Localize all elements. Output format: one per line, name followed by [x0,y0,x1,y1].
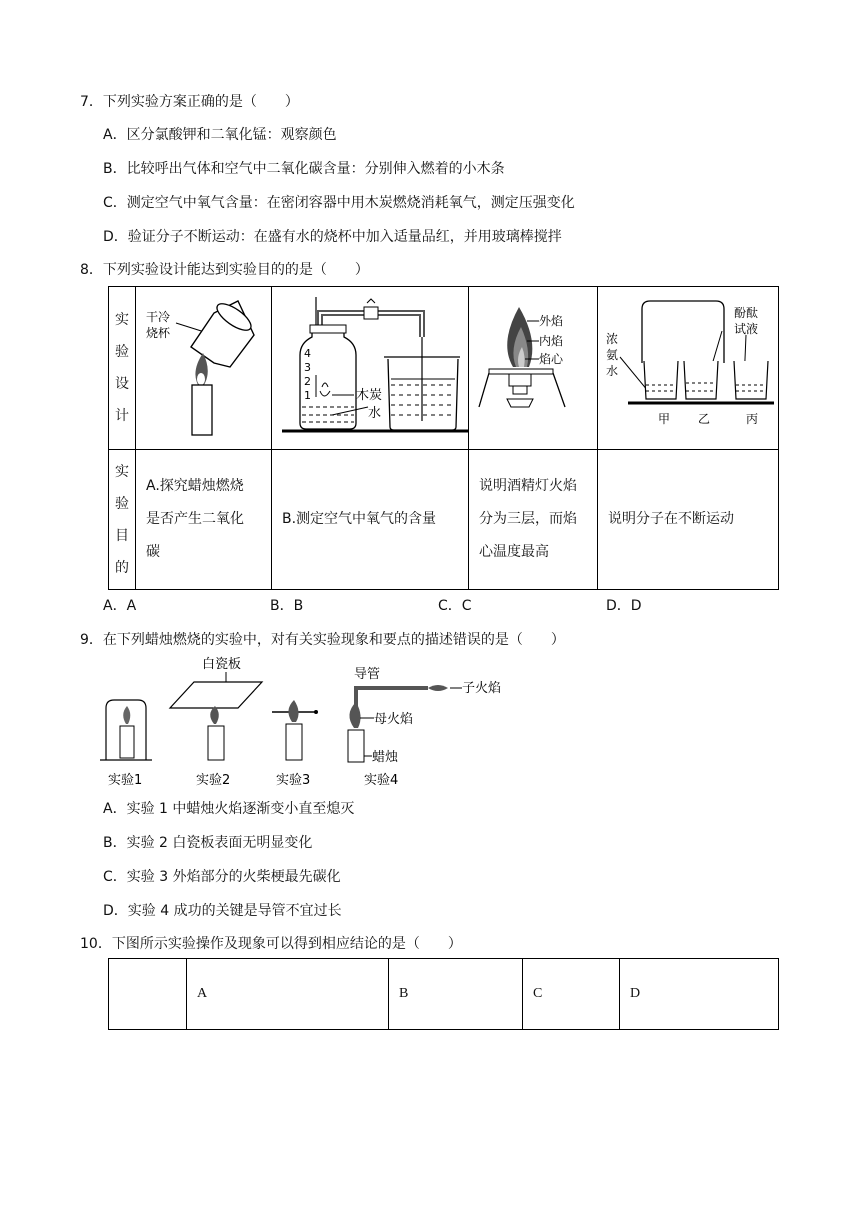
purpose-c-line: 说明酒精灯火焰 [479,478,577,494]
q8-table [108,286,779,590]
beaker-a-label: 甲 [658,412,671,426]
label-char: 设 [115,376,129,392]
q10-header-a: A [187,959,389,1030]
alcohol-lamp-flame-diagram [469,287,598,445]
candle-label: 蜡烛 [372,750,399,765]
q9-option-c: C．实验 3 外焰部分的火柴梗最先碳化 [103,869,341,885]
q10-table [108,958,779,1030]
purpose-d-text: 说明分子在不断运动 [608,511,734,527]
purpose-a-line: 是否产生二氧化 [146,511,244,527]
oxygen-measurement-diagram [272,287,469,445]
label-char: 目 [115,527,129,544]
porcelain-label: 白瓷板 [202,657,242,672]
q8-choice-b: B．B [270,598,304,614]
figure-c-cell [469,287,598,450]
molecular-motion-diagram [598,287,779,445]
row-label-purpose [109,450,136,590]
purpose-c-line: 分为三层，而焰 [479,511,577,527]
scale-mark-4: 4 [304,347,311,360]
figure-b-cell [272,287,469,450]
purpose-d-cell [598,450,779,590]
caption-exp2: 实验2 [196,773,231,788]
ammonia-label-3: 水 [606,364,619,378]
ammonia-label-1: 浓 [606,332,619,346]
q8-choice-a: A．A [103,598,137,614]
scale-mark-3: 3 [304,361,311,374]
q8-stem: 8．下列实验设计能达到实验目的的是（ ） [80,262,369,278]
label-char: 计 [115,408,129,424]
row-label-design [109,287,136,450]
fig-a-label-2: 烧杯 [146,326,171,340]
beaker-c-label: 丙 [746,412,759,426]
inner-flame-label: 内焰 [539,334,564,348]
beaker-over-candle-diagram [136,287,272,445]
phenolphthalein-label-2: 试液 [734,322,759,336]
q10-header-d: D [620,959,779,1030]
q7-stem: 7．下列实验方案正确的是（ ） [80,94,299,110]
figure-d-cell [598,287,779,450]
q7-option-c: C．测定空气中氧气含量：在密闭容器中用木炭燃烧消耗氧气，测定压强变化 [103,195,575,211]
q9-option-d: D．实验 4 成功的关键是导管不宜过长 [103,903,342,919]
label-char: 实 [115,312,129,328]
caption-exp4: 实验4 [364,773,399,788]
q10-header-b: B [389,959,523,1030]
label-char: 的 [115,559,129,576]
q7-option-d: D．验证分子不断运动：在盛有水的烧杯中加入适量品红，并用玻璃棒搅拌 [103,229,562,245]
purpose-c-cell [469,450,598,590]
purpose-b-cell [272,450,469,590]
purpose-c-line: 心温度最高 [479,544,549,560]
caption-exp1: 实验1 [108,773,143,788]
q10-stem: 10．下图所示实验操作及现象可以得到相应结论的是（ ） [80,936,462,952]
q10-header-blank [109,959,187,1030]
flame-core-label: 焰心 [539,352,564,366]
tube-label: 导管 [354,667,381,682]
q10-header-c: C [523,959,620,1030]
caption-exp3: 实验3 [276,773,311,788]
q8-choice-c: C．C [438,598,472,614]
ammonia-label-2: 氨 [606,348,619,362]
phenolphthalein-label-1: 酚酞 [734,306,759,320]
scale-mark-1: 1 [304,389,311,402]
purpose-a-line: 碳 [146,544,160,560]
q9-stem: 9．在下列蜡烛燃烧的实验中，对有关实验现象和要点的描述错误的是（ ） [80,632,565,648]
label-char: 实 [115,463,129,480]
q8-choice-d: D．D [606,598,642,614]
child-flame-label: 子火焰 [462,681,502,696]
label-char: 验 [115,495,129,512]
candle-experiments-figure [98,652,518,790]
mother-flame-label: 母火焰 [374,712,414,727]
beaker-b-label: 乙 [698,412,711,426]
charcoal-label: 木炭 [356,388,383,403]
outer-flame-label: 外焰 [539,314,564,328]
purpose-a-cell [136,450,272,590]
label-char: 验 [115,344,129,360]
q9-option-a: A．实验 1 中蜡烛火焰逐渐变小直至熄灭 [103,801,355,817]
q7-option-a: A．区分氯酸钾和二氧化锰：观察颜色 [103,127,337,143]
purpose-b-text: B.测定空气中氧气的含量 [282,511,437,527]
purpose-a-line: A.探究蜡烛燃烧 [146,478,244,494]
q7-option-b: B．比较呼出气体和空气中二氧化碳含量：分别伸入燃着的小木条 [103,161,505,177]
figure-a-cell [136,287,272,450]
fig-a-label-1: 干冷 [146,310,171,324]
water-label: 水 [368,406,382,421]
q9-option-b: B．实验 2 白瓷板表面无明显变化 [103,835,313,851]
scale-mark-2: 2 [304,375,311,388]
